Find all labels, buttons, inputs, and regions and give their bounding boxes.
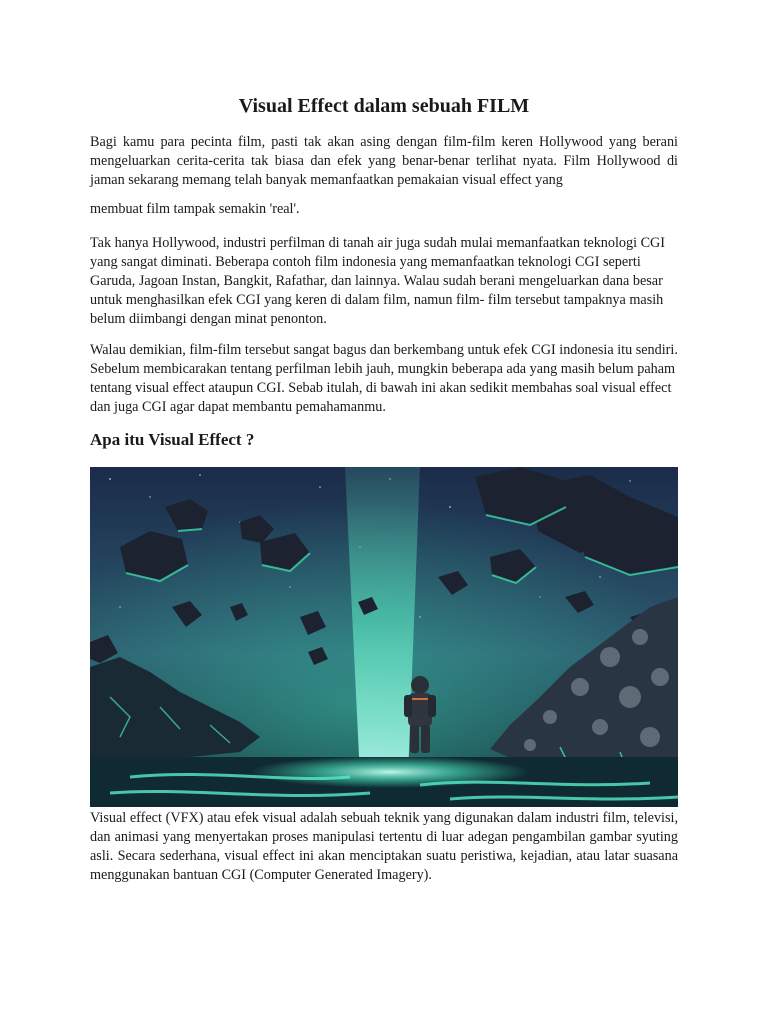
paragraph-intro: Bagi kamu para pecinta film, pasti tak akan asing dengan film-film keren Hollywood yang berani mengeluarkan cerita-cerita tak biasa dan efek yang benar-benar terlihat nyata. Film Hollywood di jaman sekarang memang telah banyak memanfaatkan pemakaian visual effect yang — [90, 134, 678, 188]
document-title: Visual Effect dalam sebuah FILM — [238, 95, 530, 117]
illustration-image — [90, 467, 678, 807]
paragraph-vfx-definition: Visual effect (VFX) atau efek visual adalah sebuah teknik yang digunakan dalam industri film, televisi, dan animasi yang menyertakan proses manipulasi tertentu di luar adegan pengambilan gambar syuting asli. Secara sederhana, visual effect ini akan menciptakan suatu peristiwa, kejadian, atau latar suasana menggunakan bantuan CGI (Computer Generated Imagery). — [90, 810, 678, 883]
paragraph-indonesia-cgi: Tak hanya Hollywood, industri perfilman di tanah air juga sudah mulai memanfaatkan teknologi CGI yang sangat diminati. Beberapa contoh film indonesia yang memanfaatkan teknologi CGI seperti Garuda, Jagoan Instan, Bangkit, Rafathar, dan lainnya. Walau sudah berani mengeluarkan dana besar untuk menghasilkan efek CGI yang keren di dalam film, namun film- film tersebut tampaknya masih belum diimbangi dengan minat penonton. — [90, 235, 666, 327]
astronaut-scene-picture — [90, 467, 678, 807]
paragraph-intro-continued: membuat film tampak semakin 'real'. — [90, 201, 300, 217]
paragraph-explanation: Walau demikian, film-film tersebut sangat bagus dan berkembang untuk efek CGI indonesia itu sendiri. Sebelum membicarakan tentang perfilman lebih jauh, mungkin beberapa ada yang masih belum paham tentang visual effect ataupun CGI. Sebab itulah, di bawah ini akan sedikit membahas soal visual effect dan juga CGI agar dapat membantu pemahamanmu. — [90, 342, 678, 415]
section-heading: Apa itu Visual Effect ? — [90, 430, 255, 449]
